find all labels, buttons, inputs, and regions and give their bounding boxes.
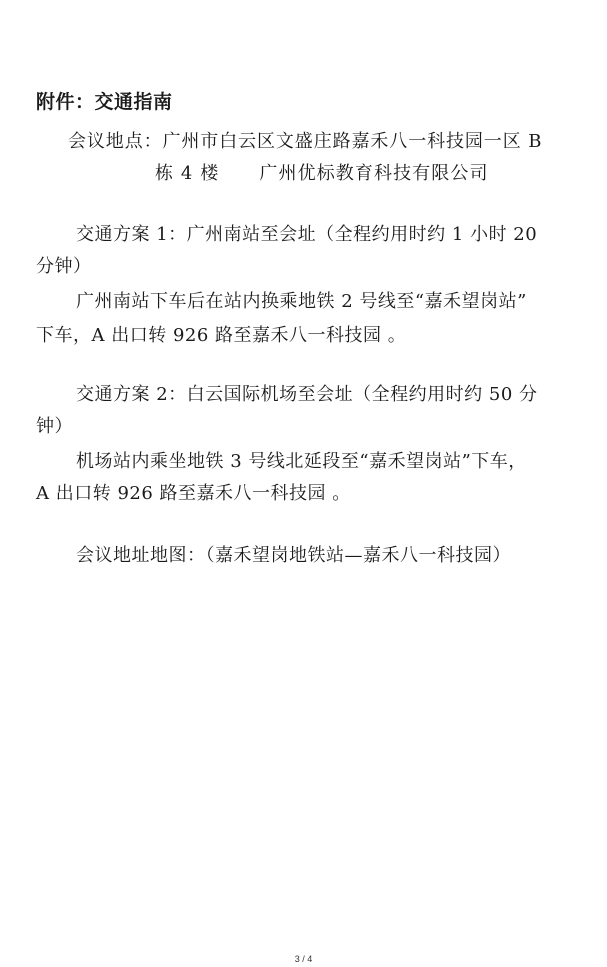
meeting-location-line-1: 会议地点：广州市白云区文盛庄路嘉禾八一科技园一区 B [68,131,543,152]
plan-1-title-line-1: 交通方案 1：广州南站至会址（全程约用时约 1 小时 20 [76,224,538,245]
attachment-heading: 附件：交通指南 [36,91,173,113]
building-floor: 栋 4 楼 [155,163,220,184]
plan-2-title-line-2: 钟） [36,416,73,437]
plan-1-detail-line-2: 下车，A 出口转 926 路至嘉禾八一科技园 。 [36,325,407,346]
page-number: 3 / 4 [294,954,313,964]
plan-1-title-line-2: 分钟） [36,256,92,277]
meeting-location-line-2 [155,162,489,186]
map-reference: 会议地址地图：（嘉禾望岗地铁站—嘉禾八一科技园） [76,545,511,566]
plan-2-detail-line-1: 机场站内乘坐地铁 3 号线北延段至“嘉禾望岗站”下车， [76,451,527,472]
company-name: 广州优标教育科技有限公司 [259,163,489,184]
plan-1-detail-line-1: 广州南站下车后在站内换乘地铁 2 号线至“嘉禾望岗站” [76,291,527,312]
plan-2-detail-line-2: A 出口转 926 路至嘉禾八一科技园 。 [36,483,351,504]
plan-2-title-line-1: 交通方案 2：白云国际机场至会址（全程约用时约 50 分 [76,384,538,405]
